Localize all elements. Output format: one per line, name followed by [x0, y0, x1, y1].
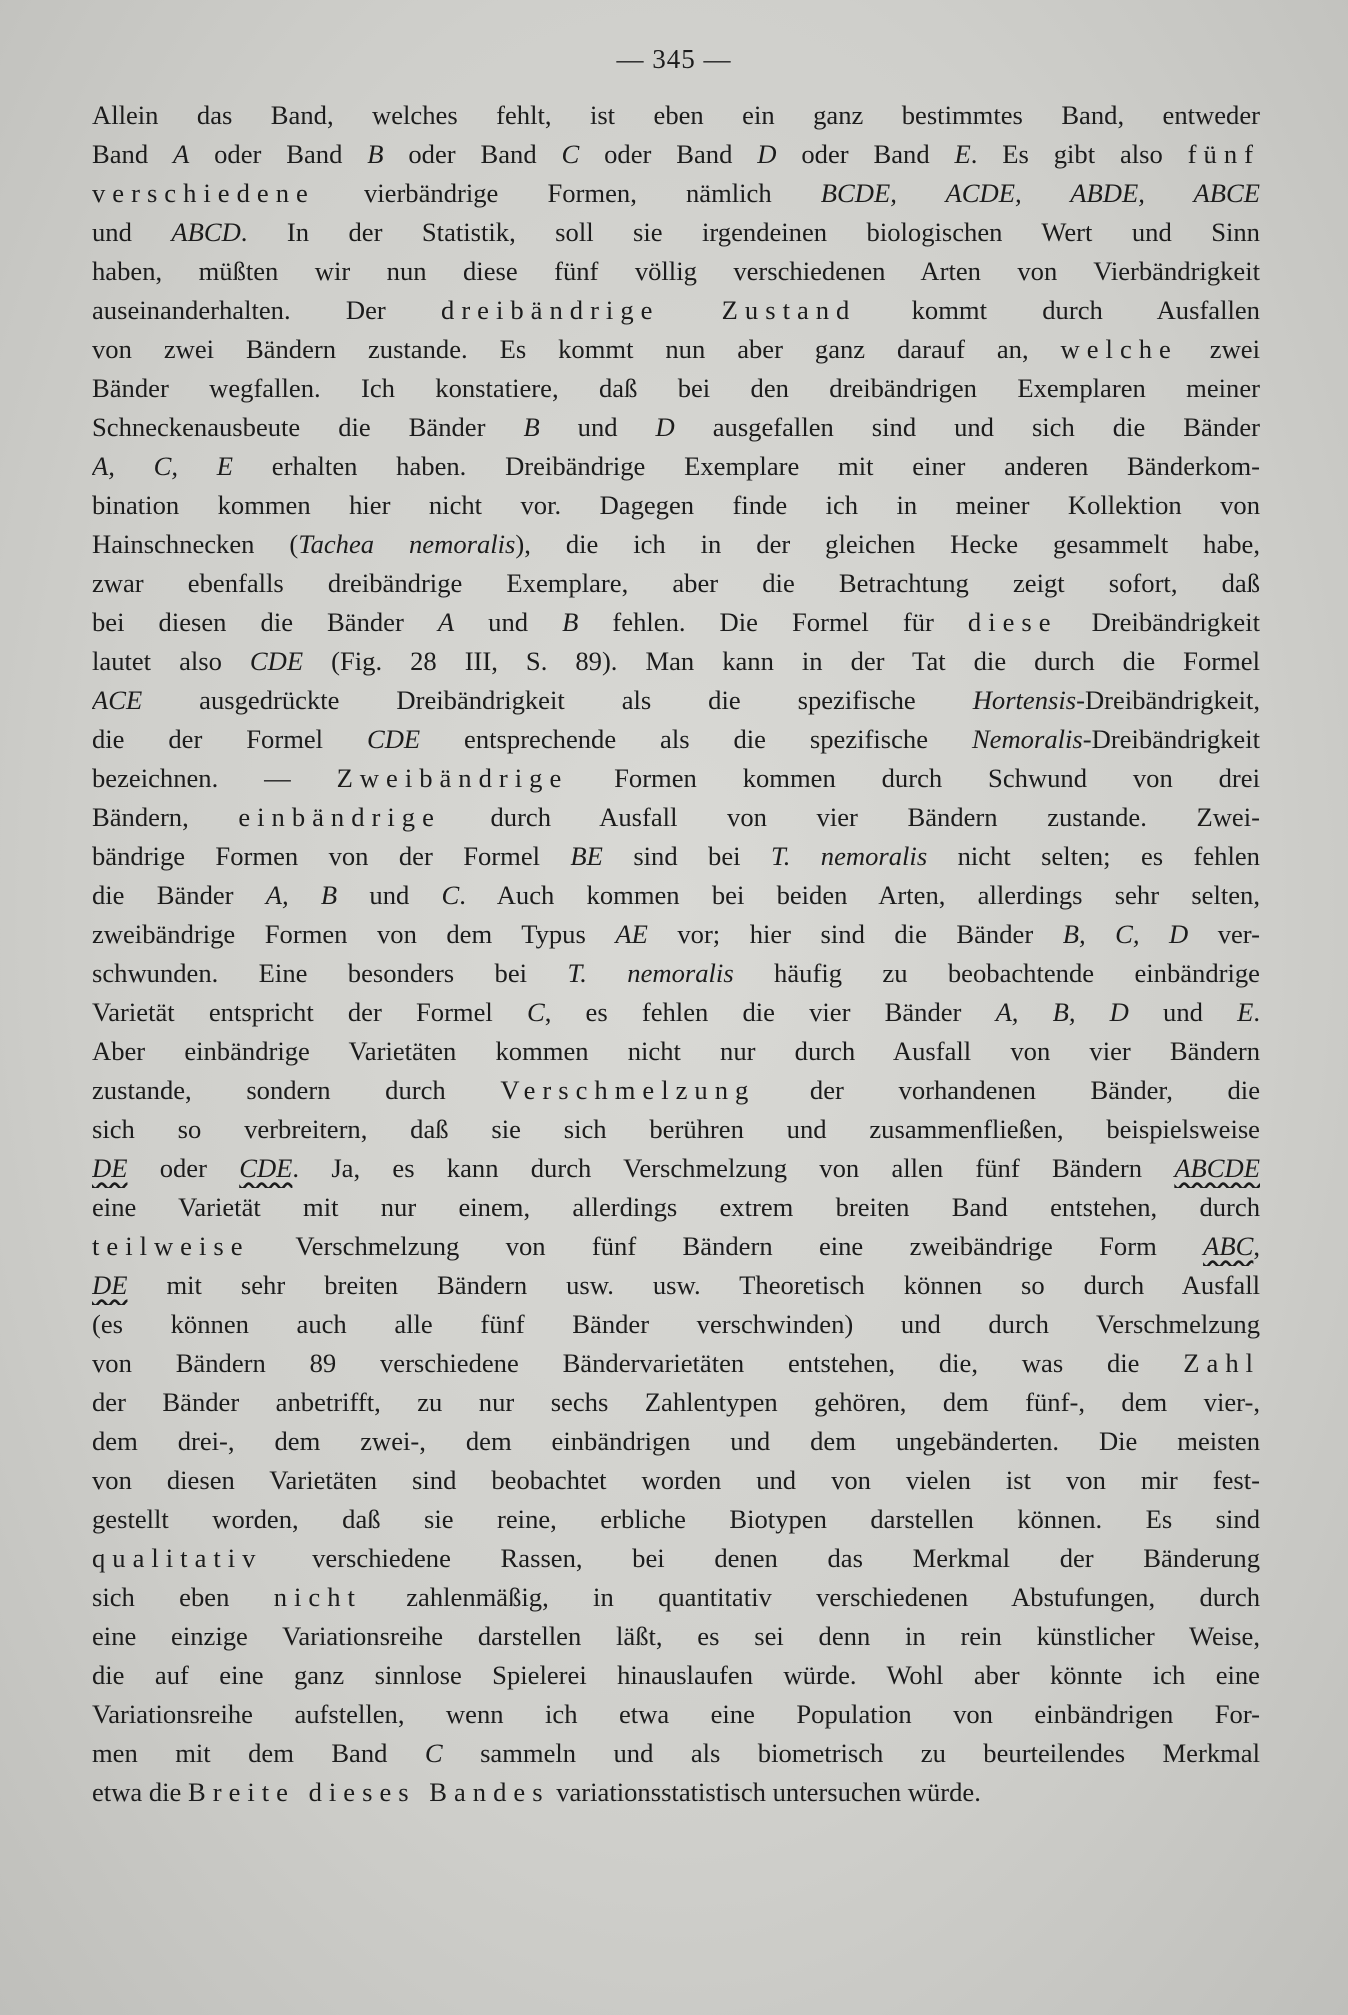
italic-run: AE	[615, 919, 648, 949]
text-line	[92, 1734, 1260, 1773]
spaced-emphasis: Zweibändrige	[336, 763, 569, 793]
text-run: erhalten haben. Dreibändrige Exemplare mit einer anderen Bänderkom-	[233, 451, 1260, 481]
text-run: eine einzige Variationsreihe darstellen läßt, es sei denn in rein künstlicher Weise,	[92, 1621, 1260, 1651]
text-line	[92, 1383, 1260, 1422]
text-line	[92, 1656, 1260, 1695]
text-run: oder Band	[579, 139, 758, 169]
italic-run: E	[954, 139, 971, 169]
text-run: nicht selten; es fehlen	[927, 841, 1260, 871]
text-run: mit sehr breiten Bändern usw. usw. Theoretisch können so durch Ausfall	[127, 1270, 1260, 1300]
text-run: haben, müßten wir nun diese fünf völlig verschiedenen Arten von Vierbändrigkeit	[92, 256, 1260, 286]
italic-run: C	[526, 997, 545, 1027]
text-line	[92, 1344, 1260, 1383]
text-run: oder	[127, 1153, 240, 1183]
text-line	[92, 525, 1260, 564]
text-run: gestellt worden, daß sie reine, erbliche Biotypen darstellen können. Es sind	[92, 1504, 1260, 1534]
italic-run: C	[424, 1738, 443, 1768]
text-run: auseinanderhalten. Der	[92, 295, 442, 325]
text-run: ausgefallen sind und sich die Bänder	[674, 412, 1260, 442]
text-run: sind bei	[602, 841, 771, 871]
text-line	[92, 915, 1260, 954]
text-run: Band	[92, 139, 174, 169]
italic-run: ABCD	[171, 217, 241, 247]
spaced-emphasis: welche	[1060, 334, 1178, 364]
band-formula: CDE	[239, 1153, 293, 1183]
text-line	[92, 252, 1260, 291]
text-run: ver-	[1188, 919, 1260, 949]
text-run: und	[539, 412, 656, 442]
text-run: zwei	[1177, 334, 1260, 364]
text-run: bination kommen hier nicht vor. Dagegen finde ich in meiner Kollektion von	[92, 490, 1260, 520]
text-line	[92, 837, 1260, 876]
italic-run: BCDE, ACDE, ABDE, ABCE	[820, 178, 1260, 208]
text-run: zweibändrige Formen von dem Typus	[92, 919, 616, 949]
text-run: oder Band	[189, 139, 368, 169]
text-run: bändrige Formen von der Formel	[92, 841, 571, 871]
text-line	[92, 1188, 1260, 1227]
spaced-emphasis: nicht	[273, 1582, 362, 1612]
text-line	[92, 1461, 1260, 1500]
text-run: Dreibändrigkeit	[1057, 607, 1260, 637]
text-run: Aber einbändrige Varietäten kommen nicht nur durch Ausfall von vier Bändern	[92, 1036, 1260, 1066]
text-run: Bändern,	[92, 802, 239, 832]
text-line	[92, 1695, 1260, 1734]
text-run: von zwei Bändern zustande. Es kommt nun aber ganz darauf an,	[92, 334, 1061, 364]
text-run: eine Varietät mit nur einem, allerdings extrem breiten Band entstehen, durch	[92, 1192, 1260, 1222]
text-run: men mit dem Band	[92, 1738, 425, 1768]
italic-run: A, C, E	[92, 451, 234, 481]
text-run: zwar ebenfalls dreibändrige Exemplare, aber die Betrachtung zeigt sofort, daß	[92, 568, 1260, 598]
text-line	[92, 954, 1260, 993]
italic-run: A	[173, 139, 190, 169]
text-run: der vorhandenen Bänder, die	[755, 1075, 1260, 1105]
text-run: und	[337, 880, 442, 910]
text-run: fehlen. Die Formel für	[578, 607, 968, 637]
text-run: zahlenmäßig, in quantitativ verschiedenen Abstufungen, durch	[361, 1582, 1260, 1612]
text-run: . Ja, es kann durch Verschmelzung von allen fünf Bändern	[292, 1153, 1175, 1183]
text-line	[92, 1071, 1260, 1110]
text-run: , es fehlen die vier Bänder	[544, 997, 996, 1027]
text-line	[92, 681, 1260, 720]
italic-run: B	[562, 607, 579, 637]
text-run: zustande, sondern durch	[92, 1075, 501, 1105]
text-line	[92, 603, 1260, 642]
italic-run: B	[367, 139, 384, 169]
text-run: durch Ausfall von vier Bändern zustande. Zwei-	[440, 802, 1260, 832]
text-line	[92, 1305, 1260, 1344]
text-run: schwunden. Eine besonders bei	[92, 958, 568, 988]
text-run: Schneckenausbeute die Bänder	[92, 412, 524, 442]
text-line	[92, 369, 1260, 408]
text-line	[92, 1149, 1260, 1188]
text-run: Bänder wegfallen. Ich konstatiere, daß bei den dreibändrigen Exemplaren meiner	[92, 373, 1260, 403]
text-run: (Fig. 28 III, S. 89). Man kann in der Tat die durch die Formel	[303, 646, 1260, 676]
text-line	[92, 1110, 1260, 1149]
italic-run: D	[655, 412, 675, 442]
italic-run: C	[561, 139, 580, 169]
italic-run: Hortensis	[972, 685, 1077, 715]
text-run: bei diesen die Bänder	[92, 607, 438, 637]
text-line	[92, 174, 1260, 213]
italic-run: CDE	[249, 646, 304, 676]
italic-run: Tachea nemoralis	[298, 529, 516, 559]
text-run: oder Band	[383, 139, 562, 169]
text-run: häufig zu beobachtende einbändrige	[733, 958, 1260, 988]
text-run: -Dreibändrigkeit	[1082, 724, 1260, 754]
italic-run: T. nemoralis	[770, 841, 928, 871]
page-number: — 345 —	[616, 44, 732, 74]
text-run: ausgedrückte Dreibändrigkeit als die spezifische	[142, 685, 973, 715]
spaced-emphasis: Breite dieses Bandes	[188, 1777, 550, 1807]
text-run: und	[454, 607, 563, 637]
text-line	[92, 330, 1260, 369]
text-run: . In der Statistik, soll sie irgendeinen biologischen Wert und Sinn	[240, 217, 1260, 247]
italic-run: T. nemoralis	[567, 958, 734, 988]
band-formula: DE	[92, 1153, 128, 1183]
text-line	[92, 447, 1260, 486]
text-line	[92, 135, 1260, 174]
text-line	[92, 1578, 1260, 1617]
italic-run: A, B, D	[995, 997, 1129, 1027]
italic-run: Nemoralis	[971, 724, 1083, 754]
text-run: Varietät entspricht der Formel	[92, 997, 527, 1027]
text-line	[92, 1539, 1260, 1578]
text-run: die auf eine ganz sinnlose Spielerei hinauslaufen würde. Wohl aber könnte ich eine	[92, 1660, 1260, 1690]
text-run: von Bändern 89 verschiedene Bändervarietäten entstehen, die, was die	[92, 1348, 1184, 1378]
text-line	[92, 1266, 1260, 1305]
text-run: sich eben	[92, 1582, 274, 1612]
text-run: . Es gibt also	[970, 139, 1188, 169]
text-run: die Bänder	[92, 880, 266, 910]
spaced-emphasis: teilweise	[92, 1231, 250, 1261]
text-run: Variationsreihe aufstellen, wenn ich etwa eine Population von einbändrigen For-	[92, 1699, 1260, 1729]
italic-run: BE	[570, 841, 603, 871]
text-line	[92, 642, 1260, 681]
text-run: sich so verbreitern, daß sie sich berühren und zusammenfließen, beispielsweise	[92, 1114, 1260, 1144]
text-run: . Auch kommen bei beiden Arten, allerdings sehr selten,	[459, 880, 1260, 910]
text-run: Formen kommen durch Schwund von drei	[568, 763, 1260, 793]
text-run: die der Formel	[92, 724, 367, 754]
text-run: der Bänder anbetrifft, zu nur sechs Zahlentypen gehören, dem fünf-, dem vier-,	[92, 1387, 1260, 1417]
text-line	[92, 720, 1260, 759]
text-line	[92, 1617, 1260, 1656]
text-line	[92, 876, 1260, 915]
spaced-emphasis: dreibändrige Zustand	[441, 295, 857, 325]
text-run: Allein das Band, welches fehlt, ist eben ein ganz bestimmtes Band, entweder	[92, 100, 1260, 130]
text-run: dem drei-, dem zwei-, dem einbändrigen und dem ungebänderten. Die meisten	[92, 1426, 1260, 1456]
text-run: variationsstatistisch untersuchen würde.	[549, 1777, 981, 1807]
text-run: von diesen Varietäten sind beobachtet worden und von vielen ist von mir fest-	[92, 1465, 1260, 1495]
text-run: vor; hier sind die Bänder	[647, 919, 1063, 949]
text-line	[92, 1773, 1260, 1812]
text-line	[92, 486, 1260, 525]
text-run: bezeichnen. —	[92, 763, 337, 793]
text-run: verschiedene Rassen, bei denen das Merkmal der Bänderung	[262, 1543, 1260, 1573]
text-run: kommt durch Ausfallen	[856, 295, 1260, 325]
italic-run: A	[437, 607, 455, 637]
spaced-emphasis: fünf	[1187, 139, 1260, 169]
spaced-emphasis: qualitativ	[92, 1543, 263, 1573]
spaced-emphasis: verschiedene	[92, 178, 315, 208]
text-line	[92, 1422, 1260, 1461]
italic-run: B	[523, 412, 540, 442]
text-run: ), die ich in der gleichen Hecke gesammelt habe,	[515, 529, 1260, 559]
text-line	[92, 1227, 1260, 1266]
italic-run: A, B	[265, 880, 338, 910]
band-formula: DE	[92, 1270, 128, 1300]
italic-run: B, C, D	[1062, 919, 1189, 949]
text-run: entsprechende als die spezifische	[420, 724, 972, 754]
text-line	[92, 564, 1260, 603]
text-line	[92, 798, 1260, 837]
text-run: sammeln und als biometrisch zu beurteilendes Merkmal	[442, 1738, 1260, 1768]
text-run: oder Band	[776, 139, 955, 169]
italic-run: C	[441, 880, 460, 910]
text-line	[92, 993, 1260, 1032]
text-run: und	[92, 217, 172, 247]
text-run: ,	[1253, 1231, 1260, 1261]
text-run: etwa die	[92, 1777, 188, 1807]
italic-run: E	[1237, 997, 1254, 1027]
italic-run: CDE	[366, 724, 421, 754]
band-formula: ABC	[1203, 1231, 1254, 1261]
text-run: Hainschnecken (	[92, 529, 299, 559]
band-formula: ABCDE	[1174, 1153, 1260, 1183]
text-run: Verschmelzung von fünf Bändern eine zweibändrige Form	[249, 1231, 1204, 1261]
text-run: (es können auch alle fünf Bänder verschwinden) und durch Verschmelzung	[92, 1309, 1260, 1339]
spaced-emphasis: einbändrige	[238, 802, 441, 832]
text-line	[92, 1032, 1260, 1071]
text-run: vierbändrige Formen, nämlich	[314, 178, 821, 208]
text-line	[92, 408, 1260, 447]
text-run: .	[1253, 997, 1260, 1027]
spaced-emphasis: Zahl	[1183, 1348, 1260, 1378]
text-run: -Dreibändrigkeit,	[1076, 685, 1260, 715]
text-line	[92, 1500, 1260, 1539]
text-run: und	[1128, 997, 1238, 1027]
text-line	[92, 213, 1260, 252]
spaced-emphasis: Verschmelzung	[500, 1075, 756, 1105]
text-line	[92, 291, 1260, 330]
body-text	[92, 96, 1260, 1812]
text-line	[92, 96, 1260, 135]
text-line	[92, 759, 1260, 798]
spaced-emphasis: diese	[967, 607, 1058, 637]
italic-run: ACE	[92, 685, 143, 715]
italic-run: D	[757, 139, 777, 169]
text-run: lautet also	[92, 646, 250, 676]
